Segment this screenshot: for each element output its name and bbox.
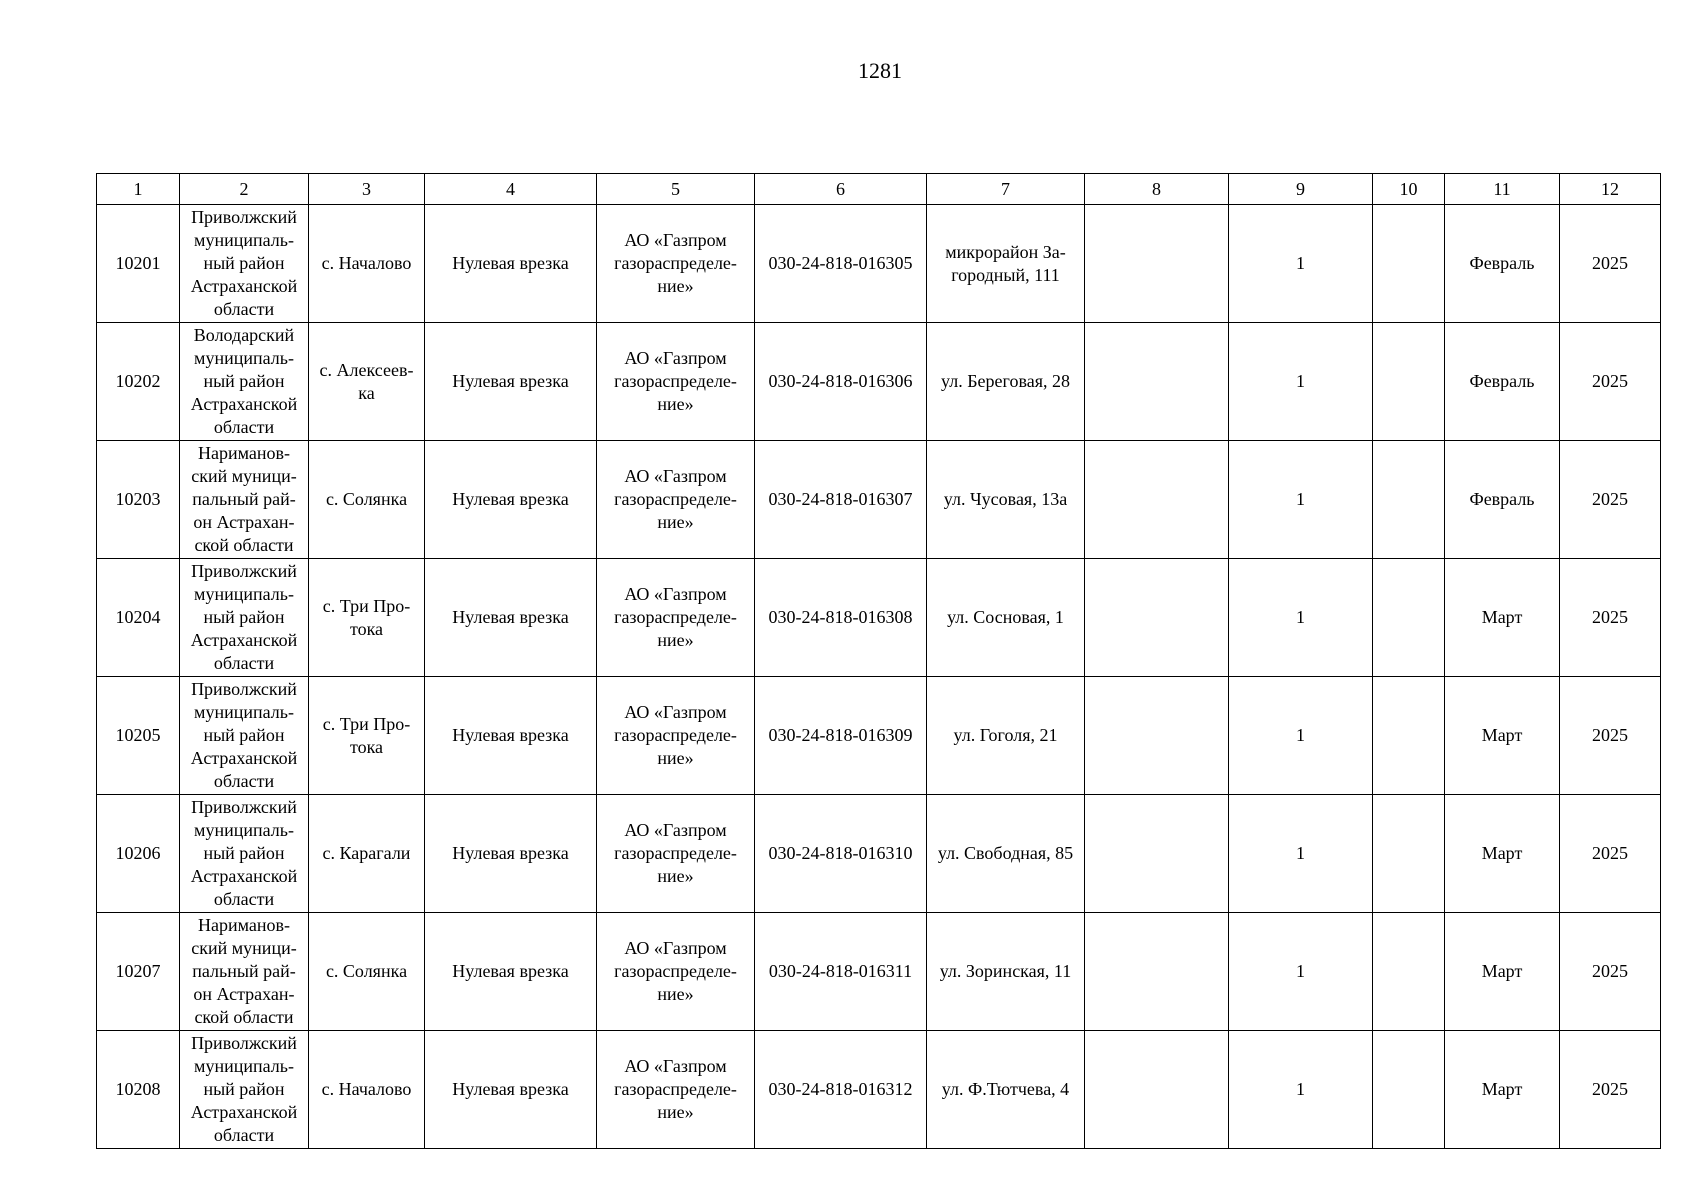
organization-cell [597,559,755,677]
column-number-header: 8 [1085,174,1229,205]
settlement-cell [309,441,425,559]
district-cell [180,441,309,559]
column-8-cell [1085,205,1229,323]
district-cell-line: муниципаль- [194,1056,294,1076]
address-cell-line: ул. Ф.Тютчева, 4 [941,1079,1070,1099]
organization-cell-line: газораспределе- [614,489,737,509]
district-cell [180,205,309,323]
settlement-cell-line: с. Три Про- [322,595,411,616]
district-cell [180,323,309,441]
organization-cell-line: ние» [657,866,694,886]
month-cell: Март [1445,1031,1560,1149]
page-number: 1281 [858,58,902,83]
object-code-cell: 030-24-818-016306 [755,323,927,441]
organization-cell-line: газораспределе- [614,607,737,627]
column-number-header: 2 [180,174,309,205]
table-body [97,174,1661,1149]
settlement-cell-line: с. Солянка [325,489,408,509]
district-cell-line: Астраханской [190,1102,298,1122]
district-cell-line: Приволжский [191,1033,297,1053]
table-row [97,677,1661,795]
column-number-header: 10 [1373,174,1445,205]
column-8-cell [1085,677,1229,795]
settlement-cell-line: с. Три Про- [322,713,411,734]
address-cell [927,559,1085,677]
column-10-cell [1373,677,1445,795]
district-cell-line: Приволжский [191,679,297,699]
settlement-cell-line: с. Началово [321,253,412,273]
organization-cell-line: ние» [657,512,694,532]
organization-cell-line: газораспределе- [614,371,737,391]
district-cell-line: ской области [194,535,294,555]
organization-cell-line: газораспределе- [614,1079,737,1099]
organization-cell-line: газораспределе- [614,253,737,273]
district-cell-line: он Астрахан- [193,512,295,532]
organization-cell-line: АО «Газпром [624,230,727,250]
column-number-header: 6 [755,174,927,205]
district-cell [180,1031,309,1149]
column-8-cell [1085,323,1229,441]
year-cell: 2025 [1560,913,1661,1031]
organization-cell [597,205,755,323]
address-cell [927,913,1085,1031]
organization-cell [597,677,755,795]
column-8-cell [1085,795,1229,913]
year-cell: 2025 [1560,205,1661,323]
district-cell-line: Астраханской [190,276,298,296]
count-cell: 1 [1229,559,1373,677]
object-code-cell: 030-24-818-016307 [755,441,927,559]
table-row [97,323,1661,441]
district-cell-line: области [213,653,275,673]
settlement-cell [309,559,425,677]
district-cell-line: Астраханской [190,748,298,768]
organization-cell-line: газораспределе- [614,961,737,981]
address-cell [927,205,1085,323]
settlement-cell-line: тока [349,618,384,639]
district-cell-line: Нариманов- [197,443,290,463]
month-cell: Март [1445,559,1560,677]
district-cell-line: Приволжский [191,207,297,227]
count-cell: 1 [1229,913,1373,1031]
column-number-header: 12 [1560,174,1661,205]
district-cell-line: области [213,299,275,319]
work-type-cell: Нулевая врезка [425,441,597,559]
object-code-cell: 030-24-818-016312 [755,1031,927,1149]
organization-cell-line: ние» [657,630,694,650]
district-cell-line: муниципаль- [194,820,294,840]
settlement-cell [309,1031,425,1149]
column-10-cell [1373,795,1445,913]
row-id-cell: 10201 [97,205,180,323]
organization-cell-line: газораспределе- [614,843,737,863]
district-cell-line: ный район [203,607,285,627]
count-cell: 1 [1229,677,1373,795]
month-cell: Март [1445,913,1560,1031]
column-8-cell [1085,1031,1229,1149]
district-cell-line: муниципаль- [194,348,294,368]
settlement-cell-line: с. Карагали [322,843,411,863]
organization-cell-line: АО «Газпром [624,466,727,486]
year-cell: 2025 [1560,559,1661,677]
organization-cell [597,441,755,559]
address-cell [927,323,1085,441]
organization-cell-line: ние» [657,394,694,414]
object-code-cell: 030-24-818-016311 [755,913,927,1031]
work-type-cell: Нулевая врезка [425,913,597,1031]
district-cell-line: ный район [203,253,285,273]
district-cell-line: Приволжский [191,797,297,817]
organization-cell [597,323,755,441]
object-code-cell: 030-24-818-016310 [755,795,927,913]
column-number-header: 4 [425,174,597,205]
district-cell-line: области [213,889,275,909]
column-number-header: 9 [1229,174,1373,205]
column-8-cell [1085,441,1229,559]
address-cell-line: микрорайон За- [945,241,1066,262]
column-10-cell [1373,1031,1445,1149]
column-10-cell [1373,441,1445,559]
address-cell [927,795,1085,913]
organization-cell-line: ние» [657,984,694,1004]
organization-cell-line: ние» [657,1102,694,1122]
row-id-cell: 10202 [97,323,180,441]
row-id-cell: 10206 [97,795,180,913]
work-type-cell: Нулевая врезка [425,205,597,323]
settlement-cell [309,323,425,441]
column-number-header: 11 [1445,174,1560,205]
year-cell: 2025 [1560,677,1661,795]
district-cell-line: ской области [194,1007,294,1027]
table-row [97,559,1661,677]
district-cell-line: Нариманов- [197,915,290,935]
month-cell: Февраль [1445,441,1560,559]
district-cell-line: Астраханской [190,394,298,414]
district-cell [180,795,309,913]
settlement-cell [309,205,425,323]
work-type-cell: Нулевая врезка [425,1031,597,1149]
work-type-cell: Нулевая врезка [425,795,597,913]
address-cell-line: ул. Зоринская, 11 [939,961,1072,981]
organization-cell [597,913,755,1031]
count-cell: 1 [1229,441,1373,559]
address-cell-line: городный, 111 [951,264,1060,285]
table-row [97,913,1661,1031]
table-row [97,795,1661,913]
object-code-cell: 030-24-818-016305 [755,205,927,323]
column-10-cell [1373,205,1445,323]
settlement-cell-line: с. Солянка [325,961,408,981]
address-cell-line: ул. Береговая, 28 [941,371,1070,391]
district-cell-line: ный район [203,371,285,391]
address-cell-line: ул. Гоголя, 21 [953,725,1058,745]
count-cell: 1 [1229,795,1373,913]
settlement-cell [309,677,425,795]
table-row [97,1031,1661,1149]
work-type-cell: Нулевая врезка [425,559,597,677]
district-cell-line: муниципаль- [194,584,294,604]
column-10-cell [1373,323,1445,441]
address-cell-line: ул. Свободная, 85 [937,843,1074,863]
column-number-header: 3 [309,174,425,205]
work-type-cell: Нулевая врезка [425,677,597,795]
district-cell-line: Астраханской [190,866,298,886]
column-8-cell [1085,913,1229,1031]
object-code-cell: 030-24-818-016308 [755,559,927,677]
address-cell-line: ул. Чусовая, 13а [943,489,1068,509]
table-row [97,205,1661,323]
address-cell [927,441,1085,559]
year-cell: 2025 [1560,795,1661,913]
district-cell-line: Володарский [193,325,295,345]
row-id-cell: 10203 [97,441,180,559]
district-cell-line: муниципаль- [194,230,294,250]
organization-cell-line: ние» [657,748,694,768]
column-8-cell [1085,559,1229,677]
work-type-cell: Нулевая врезка [425,323,597,441]
settlement-cell-line: с. Началово [321,1079,412,1099]
organization-cell-line: газораспределе- [614,725,737,745]
district-cell-line: области [213,771,275,791]
district-cell [180,913,309,1031]
organization-cell [597,795,755,913]
count-cell: 1 [1229,323,1373,441]
organization-cell-line: АО «Газпром [624,348,727,368]
table-row [97,441,1661,559]
district-cell-line: ский муници- [191,466,297,486]
district-cell-line: ный район [203,725,285,745]
row-id-cell: 10205 [97,677,180,795]
district-cell-line: ный район [203,843,285,863]
year-cell: 2025 [1560,1031,1661,1149]
settlement-cell-line: тока [349,736,384,757]
organization-cell [597,1031,755,1149]
organization-cell-line: АО «Газпром [624,1056,727,1076]
column-number-header: 7 [927,174,1085,205]
count-cell: 1 [1229,205,1373,323]
district-cell-line: ный район [203,1079,285,1099]
address-cell [927,1031,1085,1149]
month-cell: Февраль [1445,323,1560,441]
year-cell: 2025 [1560,441,1661,559]
year-cell: 2025 [1560,323,1661,441]
district-cell [180,559,309,677]
month-cell: Март [1445,677,1560,795]
district-cell-line: пальный рай- [192,961,296,981]
district-cell-line: Приволжский [191,561,297,581]
organization-cell-line: АО «Газпром [624,702,727,722]
column-number-header: 5 [597,174,755,205]
district-cell-line: муниципаль- [194,702,294,722]
settlement-cell [309,913,425,1031]
district-cell-line: ский муници- [191,938,297,958]
month-cell: Март [1445,795,1560,913]
district-cell-line: Астраханской [190,630,298,650]
address-cell-line: ул. Сосновая, 1 [947,607,1064,627]
settlement-cell-line: ка [358,382,375,403]
settlement-cell-line: с. Алексеев- [319,359,414,380]
row-id-cell: 10207 [97,913,180,1031]
column-10-cell [1373,913,1445,1031]
district-cell-line: он Астрахан- [193,984,295,1004]
district-cell-line: области [213,417,275,437]
organization-cell-line: АО «Газпром [624,820,727,840]
gasification-table [96,173,1661,1149]
district-cell [180,677,309,795]
month-cell: Февраль [1445,205,1560,323]
settlement-cell [309,795,425,913]
organization-cell-line: ние» [657,276,694,296]
address-cell [927,677,1085,795]
district-cell-line: области [213,1125,275,1145]
count-cell: 1 [1229,1031,1373,1149]
column-10-cell [1373,559,1445,677]
object-code-cell: 030-24-818-016309 [755,677,927,795]
column-number-row [97,174,1661,205]
row-id-cell: 10208 [97,1031,180,1149]
column-number-header: 1 [97,174,180,205]
organization-cell-line: АО «Газпром [624,584,727,604]
organization-cell-line: АО «Газпром [624,938,727,958]
row-id-cell: 10204 [97,559,180,677]
district-cell-line: пальный рай- [192,489,296,509]
